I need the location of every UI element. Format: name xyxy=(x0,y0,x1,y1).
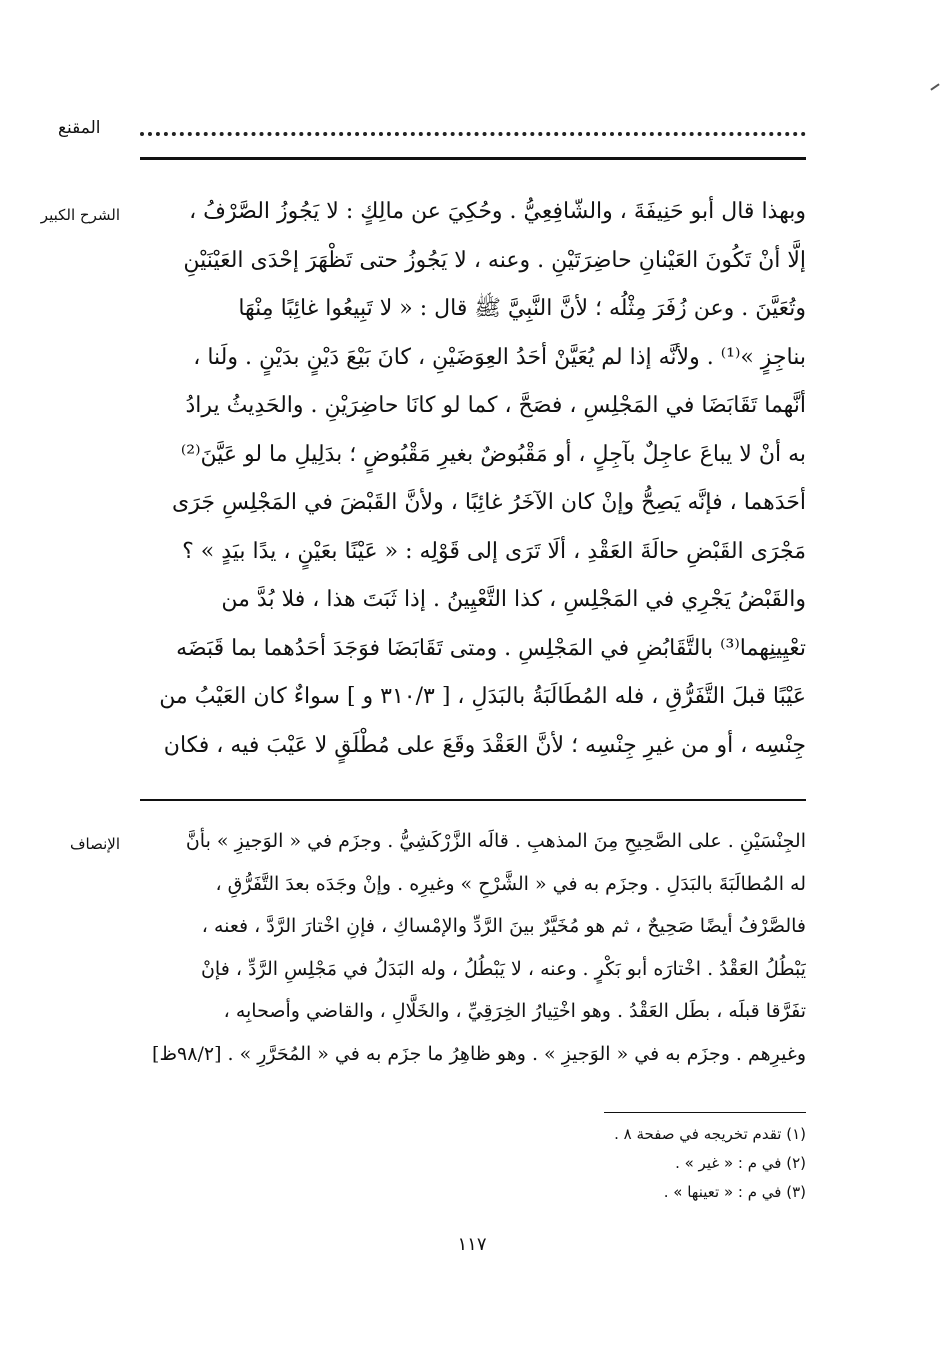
insaf-body-text xyxy=(140,820,806,1075)
insaf-line: فالصَّرْفُ أيضًا صَحِيحٌ ، ثم هو مُخَيَّرٌ بينَ الرَّدِّ والإمْساكِ ، فإنِ اخْتارَ الرَّدَّ ، فعنه ، xyxy=(201,915,806,937)
body-line: أنَّهما تَقَابَضَا في المَجْلِسِ ، فصَحَّ ، كما لو كانَا حاضِرَيْنِ . والحَدِيثُ يرادُ xyxy=(185,393,806,418)
footnote: (٢) في م : « غير » . xyxy=(675,1154,806,1172)
insaf-line: يَبْطُلُ العَقْدُ . اخْتارَه أبو بَكْرٍ . وعنه ، لا يَبْطُلُ ، وله البَدَلُ في مَجْلِسِ الرَّدِّ ، فإنْ xyxy=(200,957,806,980)
insaf-line: تفَرَّقا قبلَه ، بطَل العَقْدُ . وهو اخْتِيارُ الخِرَقِيِّ ، والخَلَّالِ ، والقاضي وأصحابِه ، xyxy=(223,1000,806,1022)
side-label-insaf: الإنصاف xyxy=(69,835,120,853)
section-divider xyxy=(140,799,806,801)
body-line: به أنْ لا يباعَ عاجِلٌ بآجِلٍ ، أو مَقْبُوضٌ بغيرِ مَقْبُوضٍ ؛ بدَلِيلِ ما لو عَيَّنَ⁽²⁾ xyxy=(180,441,806,467)
page-number: ١١٧ xyxy=(457,1234,487,1255)
body-line: وبهذا قال أبو حَنِيفَةَ ، والشّافِعِيُّ . وحُكِيَ عن مالِكٍ : لا يَجُوزُ الصَّرْفُ ، xyxy=(189,199,806,224)
side-label-sharh: الشرح الكبير xyxy=(40,206,120,224)
footnotes xyxy=(440,1120,806,1207)
running-header-title: المقنع xyxy=(58,118,101,138)
insaf-line: له المُطالَبَةَ بالبَدَلِ . وجزَم به في « الشَّرْحِ » وغيرِه . وإنْ وجَدَه بعدَ التَّفَرُّقِ ، xyxy=(215,872,806,895)
footnote-rule xyxy=(604,1112,806,1113)
body-line: عَيْبًا قبلَ التَّفَرُّقِ ، فله المُطَالَبَةُ بالبَدَلِ ، [ ٣١٠/٣ و ] سواءٌ كان العَيْبُ من xyxy=(159,684,806,709)
body-line: تعْيِينِهما⁽³⁾ بالتَّقَابُضِ في المَجْلِسِ . ومتى تَقَابَضَا فوَجَدَ أحَدُهما بما قَبَضَه xyxy=(176,635,806,661)
scan-mark xyxy=(930,83,939,90)
body-line: مَجْرَى القَبْضِ حالَةَ العَقْدِ ، ألَا تَرَى إلى قَوْلِه : « عَيْنًا بعَيْنٍ ، يدًا بيَدٍ » ؟ xyxy=(182,538,806,564)
body-line: بناجِزٍ »⁽¹⁾ . ولأنَّه إذا لم يُعَيَّنْ أحَدُ العِوَضَيْنِ ، كانَ بَيْعَ دَيْنٍ بدَيْنٍ . ولَنا ، xyxy=(193,344,806,370)
insaf-line: وغيرِهم . وجزَم به في « الوَجيزِ » . وهو ظاهِرُ ما جزَم به في « المُحَرَّرِ » . [٩٨/٢ظ] xyxy=(152,1042,806,1065)
body-line: أحَدَهما ، فإنَّه يَصِحُّ وإنْ كان الآخَرُ غائِبًا ، ولأنَّ القَبْضَ في المَجْلِسِ جَرَى xyxy=(172,490,806,515)
body-line: جِنْسِه ، أو من غيرِ جِنْسِه ؛ لأنَّ العَقْدَ وقَعَ على مُطْلَقٍ لا عَيْبَ فيه ، فكان xyxy=(163,732,806,758)
body-line: والقَبْضُ يَجْرِي في المَجْلِسِ ، كذا التَّعْيِينُ . إذا ثَبَتَ هذا ، فلا بُدَّ من xyxy=(221,587,806,612)
header-dotted-leader xyxy=(140,112,806,136)
insaf-line: الجِنْسَيْنِ . على الصَّحِيحِ مِنَ المذهبِ . قالَه الزَّرْكَشِيُّ . وجزَم في « الوَجيزِ » بأنَّ xyxy=(185,830,806,852)
body-line: وتُعَيَّنَ . وعن زُفَرَ مِثْلُه ؛ لأنَّ النَّبِيَّ ﷺ قال : « لا تَبِيعُوا غائِبًا مِنْهَا xyxy=(238,296,806,321)
header-rule xyxy=(140,157,806,160)
body-line: إلَّا أنْ تَكُونَ العَيْنانِ حاضِرَتَيْنِ . وعنه ، لا يَجُوزُ حتى تَظْهَرَ إحْدَى العَيْنَيْنِ xyxy=(183,247,806,273)
footnote: (١) تقدم تخريجه في صفحة ٨ . xyxy=(614,1125,806,1143)
footnote: (٣) في م : « تعينها » . xyxy=(663,1183,806,1201)
sharh-body-text xyxy=(140,188,806,770)
